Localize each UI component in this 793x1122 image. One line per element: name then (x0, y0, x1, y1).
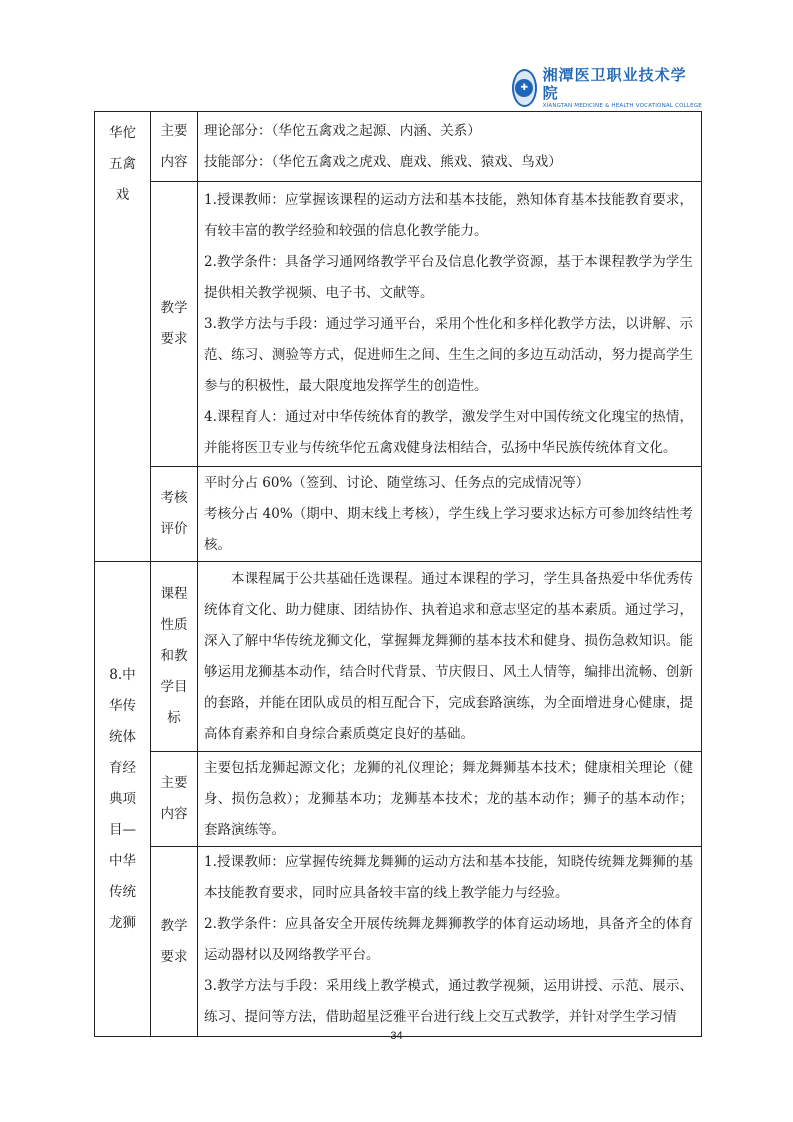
content-line: 本课程属于公共基础任选课程。通过本课程的学习，学生具备热爱中华优秀传统体育文化、助力健康、团结协作、执着追求和意志坚定的基本素质。通过学习，深入了解中华传统龙狮文化，掌握舞龙舞狮的基本技术和健身、损伤急救知识。能够运用龙狮基本动作，结合时代背景、节庆假日、风土人情等，编排出流畅、创新的套路，并能在团队成员的相互配合下，完成套路演练，为全面增进身心健康，提高体育素养和自身综合素质奠定良好的基础。 (204, 570, 693, 742)
content-line: 4.课程育人：通过对中华传统体育的教学，激发学生对中国传统文化瑰宝的热情，并能将医卫专业与传统华佗五禽戏健身法相结合，弘扬中华民族传统体育文化。 (204, 408, 693, 456)
row-label-cell (151, 112, 198, 182)
section-title: 华佗五禽戏 (109, 125, 136, 203)
table-row (95, 752, 702, 847)
content-line: 3.教学方法与手段：采用线上教学模式，通过教学视频，运用讲授、示范、展示、练习、提问等方法，借助超星泛雅平台进行线上交互式教学，并针对学生学习情 (204, 978, 693, 1025)
college-logo (512, 67, 702, 109)
section-title-cell (95, 112, 151, 562)
table-row (95, 112, 702, 182)
row-label: 主要内容 (160, 775, 188, 822)
table-row (95, 182, 702, 467)
content-line: 2.教学条件：应具备安全开展传统舞龙舞狮教学的体育运动场地，具备齐全的体育运动器材以及网络教学平台。 (204, 916, 693, 963)
content-line: 主要包括龙狮起源文化；龙狮的礼仪理论；舞龙舞狮基本技术；健康相关理论（健身、损伤急救）；龙狮基本功；龙狮基本技术；龙的基本动作；狮子的基本动作；套路演练等。 (204, 759, 693, 838)
row-label: 主要内容 (160, 122, 188, 170)
college-name: 湘潭医卫职业技术学院 (542, 66, 687, 102)
content-line: 考核分占 40%（期中、期末线上考核），学生线上学习要求达标方可参加终结性考核。 (204, 505, 693, 553)
section-title: 8.中华传统体育经典项目—中华传统龙狮 (109, 666, 136, 931)
row-label-cell (151, 562, 198, 752)
row-content-cell (198, 847, 702, 1037)
table-row (95, 847, 702, 1037)
table-row (95, 562, 702, 752)
row-content-cell (198, 182, 702, 467)
row-label-cell (151, 182, 198, 467)
row-content-cell (198, 752, 702, 847)
college-name-english: XIANGTAN MEDICINE & HEALTH VOCATIONAL COLLEGE (542, 103, 702, 109)
row-label: 教学要求 (160, 300, 188, 347)
row-label-cell (151, 847, 198, 1037)
content-line: 2.教学条件：具备学习通网络教学平台及信息化教学资源，基于本课程教学为学生提供相关教学视频、电子书、文献等。 (204, 253, 693, 301)
row-label-cell (151, 467, 198, 562)
section-title-cell (95, 562, 151, 1037)
row-content-cell (198, 112, 702, 182)
content-line: 技能部分：（华佗五禽戏之虎戏、鹿戏、熊戏、猿戏、鸟戏） (204, 153, 562, 170)
row-label-cell (151, 752, 198, 847)
college-seal-icon: ✚ (512, 69, 537, 107)
content-line: 1.授课教师：应掌握该课程的运动方法和基本技能，熟知体育基本技能教育要求，有较丰富的教学经验和较强的信息化教学能力。 (204, 191, 693, 239)
curriculum-table (94, 111, 702, 1037)
table-row (95, 467, 702, 562)
content-line: 3.教学方法与手段：通过学习通平台，采用个性化和多样化教学方法，以讲解、示范、练习、测验等方式，促进师生之间、生生之间的多边互动活动，努力提高学生参与的积极性，最大限度地发挥学生的创造性。 (204, 315, 693, 394)
row-content-cell (198, 562, 702, 752)
content-line: 理论部分：（华佗五禽戏之起源、内涵、关系） (204, 122, 481, 139)
row-label: 考核评价 (160, 490, 188, 537)
page-number: 34 (390, 1030, 403, 1042)
content-line: 平时分占 60%（签到、讨论、随堂练习、任务点的完成情况等） (204, 474, 590, 491)
row-label: 教学要求 (160, 917, 188, 965)
content-line: 1.授课教师：应掌握传统舞龙舞狮的运动方法和基本技能，知晓传统舞龙舞狮的基本技能教育要求，同时应具备较丰富的线上教学能力与经验。 (204, 854, 693, 901)
row-label: 课程性质和教学目标 (160, 586, 188, 726)
row-content-cell (198, 467, 702, 562)
